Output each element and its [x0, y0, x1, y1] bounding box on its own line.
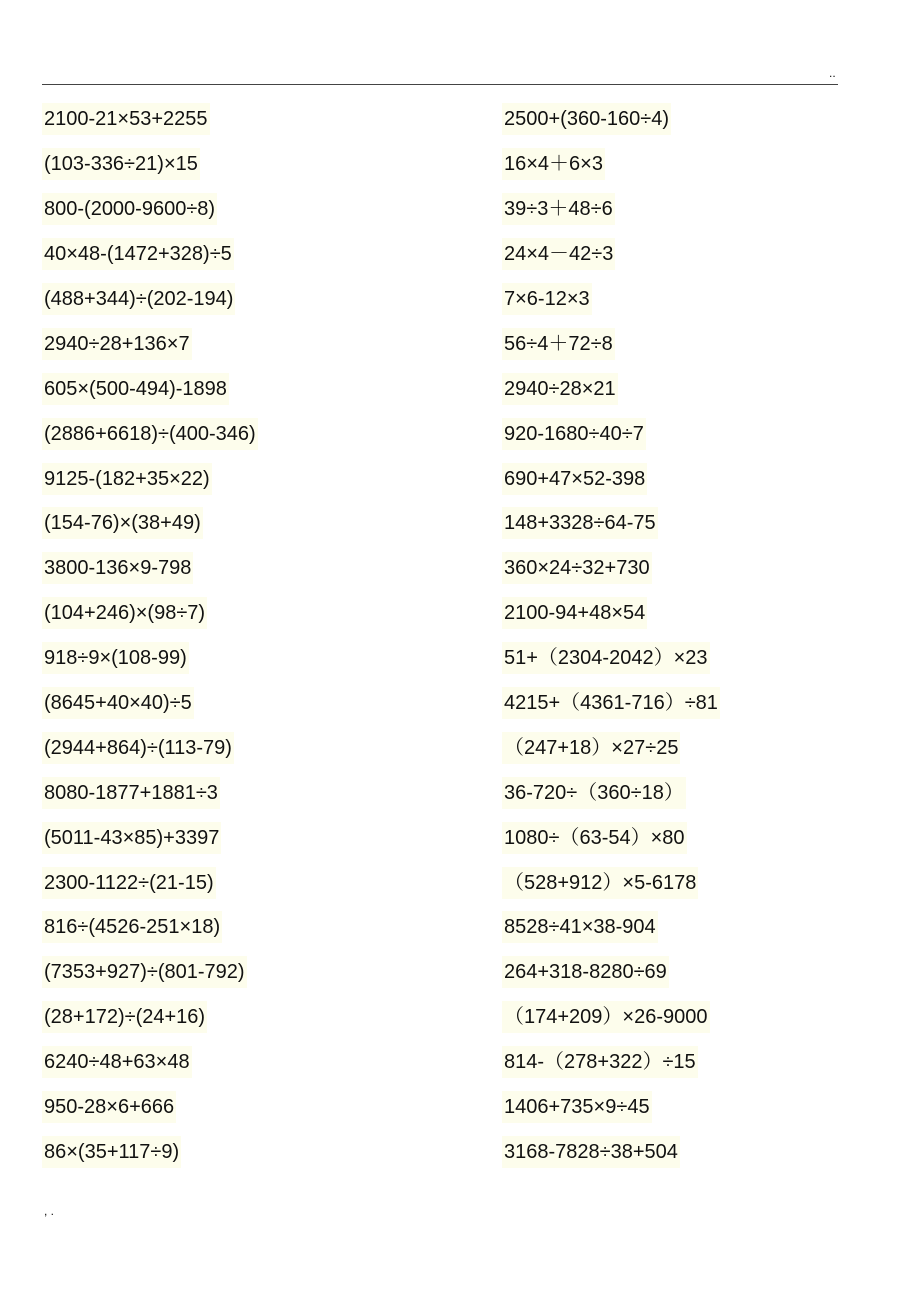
arithmetic-expression: 950-28×6+666 — [42, 1091, 176, 1123]
arithmetic-expression: (28+172)÷(24+16) — [42, 1001, 207, 1033]
exercise-row — [42, 187, 258, 232]
exercise-row — [502, 232, 720, 277]
arithmetic-expression: 2100-94+48×54 — [502, 597, 647, 629]
arithmetic-expression: 2940÷28+136×7 — [42, 328, 192, 360]
arithmetic-expression: 800-(2000-9600÷8) — [42, 193, 217, 225]
arithmetic-expression: 918÷9×(108-99) — [42, 642, 189, 674]
exercise-row — [42, 97, 258, 142]
exercise-row — [42, 1085, 258, 1130]
arithmetic-expression: 2100-21×53+2255 — [42, 103, 210, 135]
arithmetic-expression: (5011-43×85)+3397 — [42, 822, 221, 854]
exercise-row — [42, 725, 258, 770]
arithmetic-expression: 148+3328÷64-75 — [502, 507, 658, 539]
arithmetic-expression: （528+912）×5-6178 — [502, 867, 698, 899]
exercise-row — [502, 546, 720, 591]
exercise-row — [42, 950, 258, 995]
exercise-row — [42, 411, 258, 456]
arithmetic-expression: 16×4＋6×3 — [502, 148, 605, 180]
arithmetic-expression: 3800-136×9-798 — [42, 552, 193, 584]
exercise-row — [502, 142, 720, 187]
arithmetic-expression: 920-1680÷40÷7 — [502, 418, 646, 450]
arithmetic-expression: (103-336÷21)×15 — [42, 148, 200, 180]
exercise-row — [42, 770, 258, 815]
exercise-row — [502, 501, 720, 546]
exercise-row — [502, 725, 720, 770]
exercise-row — [42, 277, 258, 322]
exercise-row — [42, 860, 258, 905]
exercise-row — [42, 142, 258, 187]
left-exercise-column — [42, 97, 258, 1174]
exercise-row — [502, 860, 720, 905]
exercise-row — [42, 232, 258, 277]
exercise-row — [502, 905, 720, 950]
arithmetic-expression: 1406+735×9÷45 — [502, 1091, 652, 1123]
arithmetic-expression: (2886+6618)÷(400-346) — [42, 418, 258, 450]
exercise-row — [42, 636, 258, 681]
exercise-row — [502, 591, 720, 636]
header-rule — [42, 84, 838, 85]
exercise-row — [502, 995, 720, 1040]
arithmetic-expression: 40×48-(1472+328)÷5 — [42, 238, 234, 270]
exercise-row — [42, 321, 258, 366]
arithmetic-expression: (154-76)×(38+49) — [42, 507, 203, 539]
exercise-row — [42, 501, 258, 546]
arithmetic-expression: 9125-(182+35×22) — [42, 463, 212, 495]
arithmetic-expression: 4215+（4361-716）÷81 — [502, 687, 720, 719]
arithmetic-expression: 8528÷41×38-904 — [502, 911, 658, 943]
arithmetic-expression: 264+318-8280÷69 — [502, 956, 669, 988]
exercise-row — [502, 815, 720, 860]
exercise-row — [42, 1040, 258, 1085]
exercise-row — [42, 366, 258, 411]
exercise-row — [502, 1040, 720, 1085]
arithmetic-expression: 2500+(360-160÷4) — [502, 103, 671, 135]
exercise-row — [42, 905, 258, 950]
arithmetic-expression: 2940÷28×21 — [502, 373, 618, 405]
arithmetic-expression: （174+209）×26-9000 — [502, 1001, 710, 1033]
arithmetic-expression: 1080÷（63-54）×80 — [502, 822, 687, 854]
exercise-row — [502, 456, 720, 501]
header-marker: .. — [829, 66, 836, 80]
right-exercise-column — [502, 97, 720, 1174]
arithmetic-expression: 39÷3＋48÷6 — [502, 193, 615, 225]
exercise-row — [42, 546, 258, 591]
arithmetic-expression: 690+47×52-398 — [502, 463, 647, 495]
exercise-row — [502, 1085, 720, 1130]
arithmetic-expression: （247+18）×27÷25 — [502, 732, 680, 764]
exercise-row — [502, 366, 720, 411]
arithmetic-expression: 36-720÷（360÷18） — [502, 777, 686, 809]
exercise-row — [42, 681, 258, 726]
arithmetic-expression: 816÷(4526-251×18) — [42, 911, 222, 943]
exercise-row — [502, 187, 720, 232]
arithmetic-expression: 56÷4＋72÷8 — [502, 328, 615, 360]
arithmetic-expression: 360×24÷32+730 — [502, 552, 652, 584]
exercise-row — [42, 1129, 258, 1174]
arithmetic-expression: 51+（2304-2042）×23 — [502, 642, 710, 674]
exercise-row — [502, 681, 720, 726]
arithmetic-expression: (488+344)÷(202-194) — [42, 283, 235, 315]
exercise-row — [502, 636, 720, 681]
exercise-row — [502, 950, 720, 995]
arithmetic-expression: 2300-1122÷(21-15) — [42, 867, 216, 899]
exercise-row — [42, 815, 258, 860]
footer-marker: , . — [44, 1204, 55, 1218]
arithmetic-expression: 86×(35+117÷9) — [42, 1136, 181, 1168]
exercise-row — [42, 591, 258, 636]
arithmetic-expression: (7353+927)÷(801-792) — [42, 956, 247, 988]
exercise-row — [502, 1129, 720, 1174]
exercise-row — [42, 995, 258, 1040]
arithmetic-expression: 8080-1877+1881÷3 — [42, 777, 220, 809]
arithmetic-expression: 6240÷48+63×48 — [42, 1046, 192, 1078]
exercise-row — [502, 321, 720, 366]
arithmetic-expression: 24×4－42÷3 — [502, 238, 615, 270]
exercise-row — [502, 411, 720, 456]
exercise-row — [502, 277, 720, 322]
arithmetic-expression: 3168-7828÷38+504 — [502, 1136, 680, 1168]
arithmetic-expression: (104+246)×(98÷7) — [42, 597, 207, 629]
arithmetic-expression: (8645+40×40)÷5 — [42, 687, 194, 719]
exercise-row — [502, 97, 720, 142]
arithmetic-expression: 605×(500-494)-1898 — [42, 373, 229, 405]
arithmetic-expression: 7×6-12×3 — [502, 283, 592, 315]
arithmetic-expression: 814-（278+322）÷15 — [502, 1046, 698, 1078]
exercise-row — [42, 456, 258, 501]
exercise-row — [502, 770, 720, 815]
arithmetic-expression: (2944+864)÷(113-79) — [42, 732, 234, 764]
